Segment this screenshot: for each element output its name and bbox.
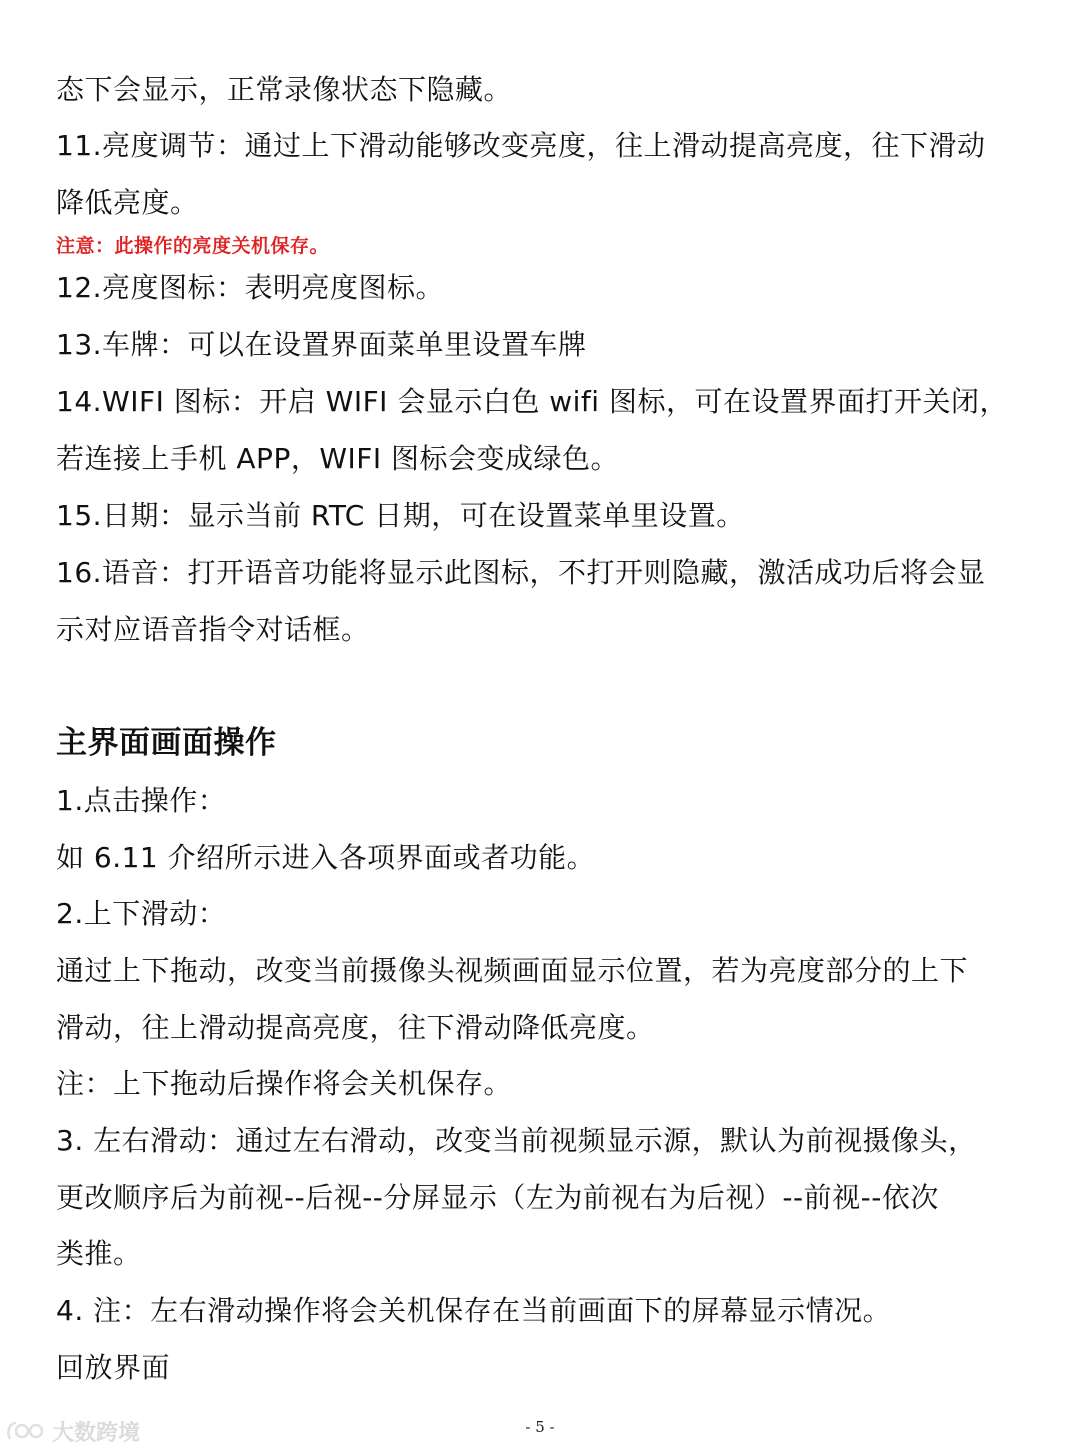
paragraph-line: 更改顺序后为前视--后视--分屏显示（左为前视右为后视）--前视--依次	[56, 1181, 939, 1214]
paragraph-line: 3. 左右滑动：通过左右滑动，改变当前视频显示源，默认为前视摄像头，	[56, 1124, 977, 1157]
paragraph-line: 16.语音：打开语音功能将显示此图标，不打开则隐藏，激活成功后将会显	[56, 556, 986, 589]
paragraph-line: 1.点击操作：	[56, 784, 227, 817]
paragraph-line: 注：上下拖动后操作将会关机保存。	[56, 1067, 513, 1100]
paragraph-line: 14.WIFI 图标：开启 WIFI 会显示白色 wifi 图标，可在设置界面打开关闭，	[56, 385, 1008, 418]
paragraph-line: 11.亮度调节：通过上下滑动能够改变亮度，往上滑动提高亮度，往下滑动	[56, 129, 986, 162]
paragraph-line: 态下会显示，正常录像状态下隐藏。	[56, 73, 513, 106]
paragraph-line: 滑动，往上滑动提高亮度，往下滑动降低亮度。	[56, 1011, 655, 1044]
watermark-text: 大数跨境	[52, 1421, 141, 1446]
section-heading: 主界面画面操作	[56, 725, 277, 761]
paragraph-line: 4. 注：左右滑动操作将会关机保存在当前画面下的屏幕显示情况。	[56, 1294, 892, 1327]
paragraph-line: 类推。	[56, 1237, 142, 1270]
paragraph-line: 13.车牌：可以在设置界面菜单里设置车牌	[56, 328, 587, 361]
paragraph-line: 回放界面	[56, 1351, 171, 1384]
paragraph-line: 2.上下滑动：	[56, 897, 227, 930]
paragraph-line: 示对应语音指令对话框。	[56, 613, 370, 646]
paragraph-line: 若连接上手机 APP，WIFI 图标会变成绿色。	[56, 442, 620, 475]
paragraph-line: 通过上下拖动，改变当前摄像头视频画面显示位置，若为亮度部分的上下	[56, 954, 969, 987]
paragraph-line: 12.亮度图标：表明亮度图标。	[56, 271, 445, 304]
page-number: - 5 -	[525, 1418, 555, 1436]
paragraph-line: 降低亮度。	[56, 186, 199, 219]
paragraph-line: 如 6.11 介绍所示进入各项界面或者功能。	[56, 841, 596, 874]
paragraph-line: 15.日期：显示当前 RTC 日期，可在设置菜单里设置。	[56, 499, 745, 532]
warning-note: 注意：此操作的亮度关机保存。	[56, 235, 330, 257]
